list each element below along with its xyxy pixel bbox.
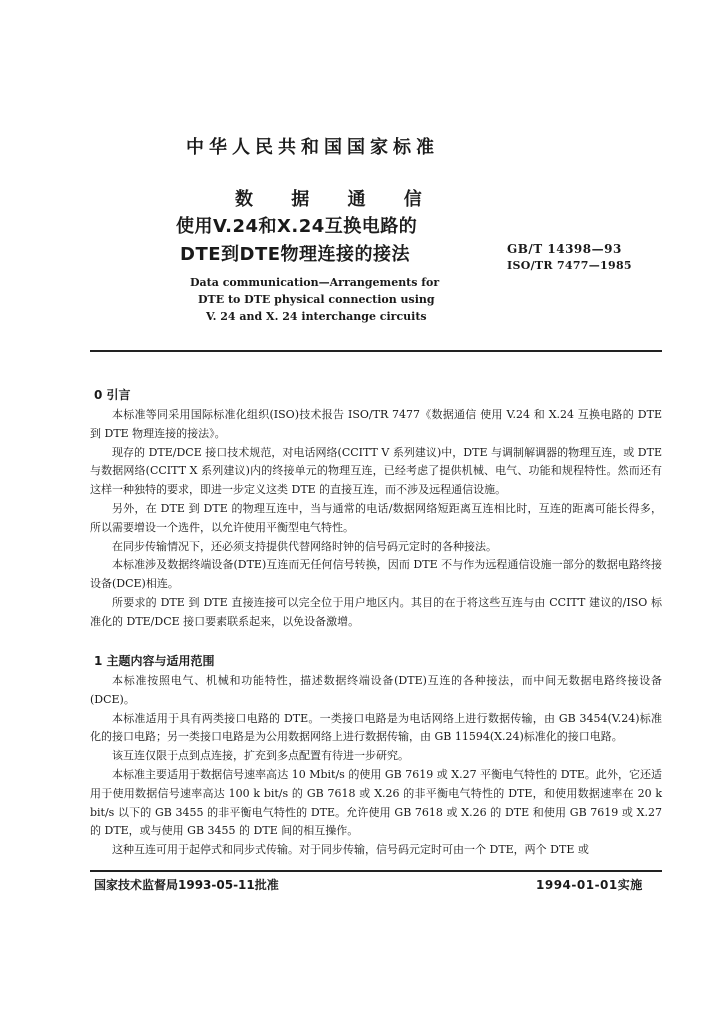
paragraph: 在同步传输情况下，还必须支持提供代替网络时钟的信号码元定时的各种接法。 (112, 539, 497, 553)
english-title-line-2: DTE to DTE physical connection using (198, 293, 435, 306)
section-1-heading: 1 主题内容与适用范围 (94, 654, 215, 668)
footer-divider (90, 870, 662, 872)
section-0-heading: 0 引言 (94, 388, 131, 402)
section-1-body (90, 672, 662, 860)
gb-code: GB/T 14398—93 (507, 242, 622, 256)
title-line-3: DTE到DTE物理连接的接法 (180, 244, 411, 265)
english-title-line-1: Data communication—Arrangements for (190, 276, 440, 289)
paragraph: 本标准涉及数据终端设备(DTE)互连而无任何信号转换，因而 DTE 不与作为远程通信设施一部分的数据电路终接设备(DCE)相连。 (90, 558, 662, 591)
paragraph: 这种互连可用于起停式和同步式传输。对于同步传输，信号码元定时可由一个 DTE，两个 DTE 或 (112, 843, 589, 857)
approval-date: 国家技术监督局1993-05-11批准 (94, 878, 279, 892)
header-divider (90, 350, 662, 352)
english-title-line-3: V. 24 and X. 24 interchange circuits (206, 310, 427, 323)
national-standard-header: 中华人民共和国国家标准 (186, 137, 439, 158)
title-line-2: 使用V.24和X.24互换电路的 (176, 216, 418, 237)
paragraph: 该互连仅限于点到点连接，扩充到多点配置有待进一步研究。 (112, 749, 409, 763)
iso-code: ISO/TR 7477—1985 (507, 259, 632, 272)
paragraph: 本标准等同采用国际标准化组织(ISO)技术报告 ISO/TR 7477《数据通信 使用 V.24 和 X.24 互换电路的 DTE 到 DTE 物理连接的接法》。 (90, 408, 662, 440)
title-line-1: 数 据 通 信 (235, 189, 438, 210)
effective-date: 1994-01-01实施 (536, 878, 643, 892)
paragraph: 本标准主要适用于数据信号速率高达 10 Mbit/s 的使用 GB 7619 或 X.27 平衡电气特性的 DTE。此外，它还适用于使用数据信号速率高达 100 k bit/s 的 GB 7618 或 X.26 的非平衡电气特性的 DTE，和使用数据速率在 20 k bit/s 以下的 GB 3455 的非平衡电气特性的 DTE。允许使用 GB 7618 或 X.26 的 DTE 和使用 GB 7619 或 X.27 的 DTE，或与使用 GB 3455 的 DTE 间的相互操作。 (90, 767, 662, 838)
paragraph: 本标准按照电气、机械和功能特性，描述数据终端设备(DTE)互连的各种接法，而中间无数据电路终接设备(DCE)。 (90, 674, 662, 706)
paragraph: 本标准适用于具有两类接口电路的 DTE。一类接口电路是为电话网络上进行数据传输，由 GB 3454(V.24)标准化的接口电路；另一类接口电路是为公用数据网络上进行数据传输，由 GB 11594(X.24)标准化的接口电路。 (90, 711, 662, 744)
paragraph: 另外，在 DTE 到 DTE 的物理互连中，当与通常的电话/数据网络短距离互连相比时，互连的距离可能长得多，所以需要增设一个选件，以允许使用平衡型电气特性。 (90, 501, 662, 534)
paragraph: 所要求的 DTE 到 DTE 直接连接可以完全位于用户地区内。其目的在于将这些互连与由 CCITT 建议的/ISO 标准化的 DTE/DCE 接口要素联系起来，以免设备激增。 (90, 595, 662, 628)
section-0-body (90, 406, 662, 632)
paragraph: 现存的 DTE/DCE 接口技术规范，对电话网络(CCITT V 系列建议)中，DTE 与调制解调器的物理互连，或 DTE 与数据网络(CCITT X 系列建议)内的终接单元的物理互连，已经考虑了提供机械、电气、功能和规程特性。然而还有这样一种独特的要求，即进一步定义这类 DTE 的直接互连，而不涉及远程通信设施。 (90, 445, 662, 497)
